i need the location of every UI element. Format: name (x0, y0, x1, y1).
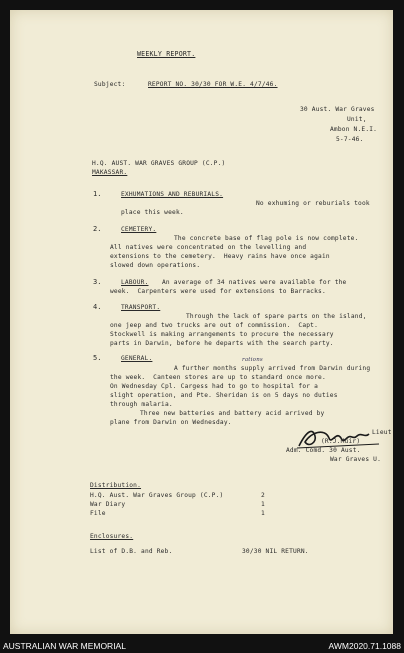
section-line: No exhuming or reburials took (256, 200, 370, 207)
section-line: The concrete base of flag pole is now complete. (174, 235, 359, 242)
archive-footer (0, 638, 404, 653)
section-line: All natives were concentrated on the levelling and (110, 244, 307, 251)
section-heading: TRANSPORT. (121, 304, 161, 311)
section-number: 4. (93, 303, 102, 311)
enclosures-heading: Enclosures. (90, 533, 134, 540)
from-unit-line-3: Ambon N.E.I. (330, 126, 378, 133)
addressee-line-2: MAKASSAR. (92, 169, 128, 176)
section-line: Three new batteries and battery acid arrived by (140, 410, 325, 417)
section-line: the week. Canteen stores are up to standard once more. (110, 374, 326, 381)
distribution-recipient: War Diary (90, 501, 126, 508)
section-line: A further months supply arrived from Darwin during (174, 365, 371, 372)
section-line: week. Carpenters were used for extensions to Barracks. (110, 288, 326, 295)
section-line: parts in Darwin, before he departs with the search party. (110, 340, 334, 347)
section-heading: EXHUMATIONS AND REBURIALS. (121, 191, 224, 198)
section-heading: LABOUR. (121, 279, 149, 286)
section-number: 1. (93, 190, 102, 198)
section-number: 5. (93, 354, 102, 362)
handwritten-insert: rations (242, 357, 263, 363)
signatory-role: Adm. Comd. 30 Aust. (286, 447, 361, 454)
section-line: place this week. (121, 209, 184, 216)
signatory-rank: Lieut (372, 429, 392, 436)
distribution-quantity: 1 (261, 501, 265, 508)
section-line: Through the lack of spare parts on the island, (186, 313, 367, 320)
section-heading: GENERAL. (121, 355, 153, 362)
section-line: On Wednesday Cpl. Cargess had to go to hospital for a (110, 383, 319, 390)
from-unit-line-2: Unit, (347, 116, 367, 123)
archive-reference: AWM2020.71.1088 (328, 641, 401, 651)
archive-name: AUSTRALIAN WAR MEMORIAL (3, 641, 126, 651)
section-line: extensions to the cemetery. Heavy rains have once again (110, 253, 330, 260)
subject-label: Subject: (94, 81, 126, 88)
section-line: slight operation, and Pte. Sheridan is on 5 days no duties (110, 392, 338, 399)
section-number: 2. (93, 225, 102, 233)
distribution-recipient: File (90, 510, 106, 517)
signatory-unit: War Graves U. (330, 456, 382, 463)
signatory-name: (R.J.Muir) (321, 438, 361, 445)
distribution-quantity: 1 (261, 510, 265, 517)
section-line: Stockwell is making arrangements to procure the necessary (110, 331, 334, 338)
section-line: plane from Darwin on Wednesday. (110, 419, 232, 426)
section-line: slowed down operations. (110, 262, 201, 269)
enclosure-item: List of D.B. and Reb. (90, 548, 173, 555)
from-unit-date: 5-7-46. (336, 136, 364, 143)
distribution-recipient: H.Q. Aust. War Graves Group (C.P.) (90, 492, 224, 499)
section-line: one jeep and two trucks are out of commission. Capt. (110, 322, 319, 329)
section-number: 3. (93, 278, 102, 286)
distribution-heading: Distribution. (90, 482, 142, 489)
subject-value: REPORT NO. 30/30 FOR W.E. 4/7/46. (148, 81, 278, 88)
section-line: through malaria. (110, 401, 173, 408)
document-page (10, 10, 393, 634)
section-heading: CEMETERY. (121, 226, 157, 233)
distribution-quantity: 2 (261, 492, 265, 499)
document-title: WEEKLY REPORT. (137, 50, 196, 58)
enclosure-value: 30/30 NIL RETURN. (242, 548, 309, 555)
from-unit-line-1: 30 Aust. War Graves (300, 106, 375, 113)
section-line: An average of 34 natives were available for the (162, 279, 347, 286)
addressee-line-1: H.Q. AUST. WAR GRAVES GROUP (C.P.) (92, 160, 226, 167)
